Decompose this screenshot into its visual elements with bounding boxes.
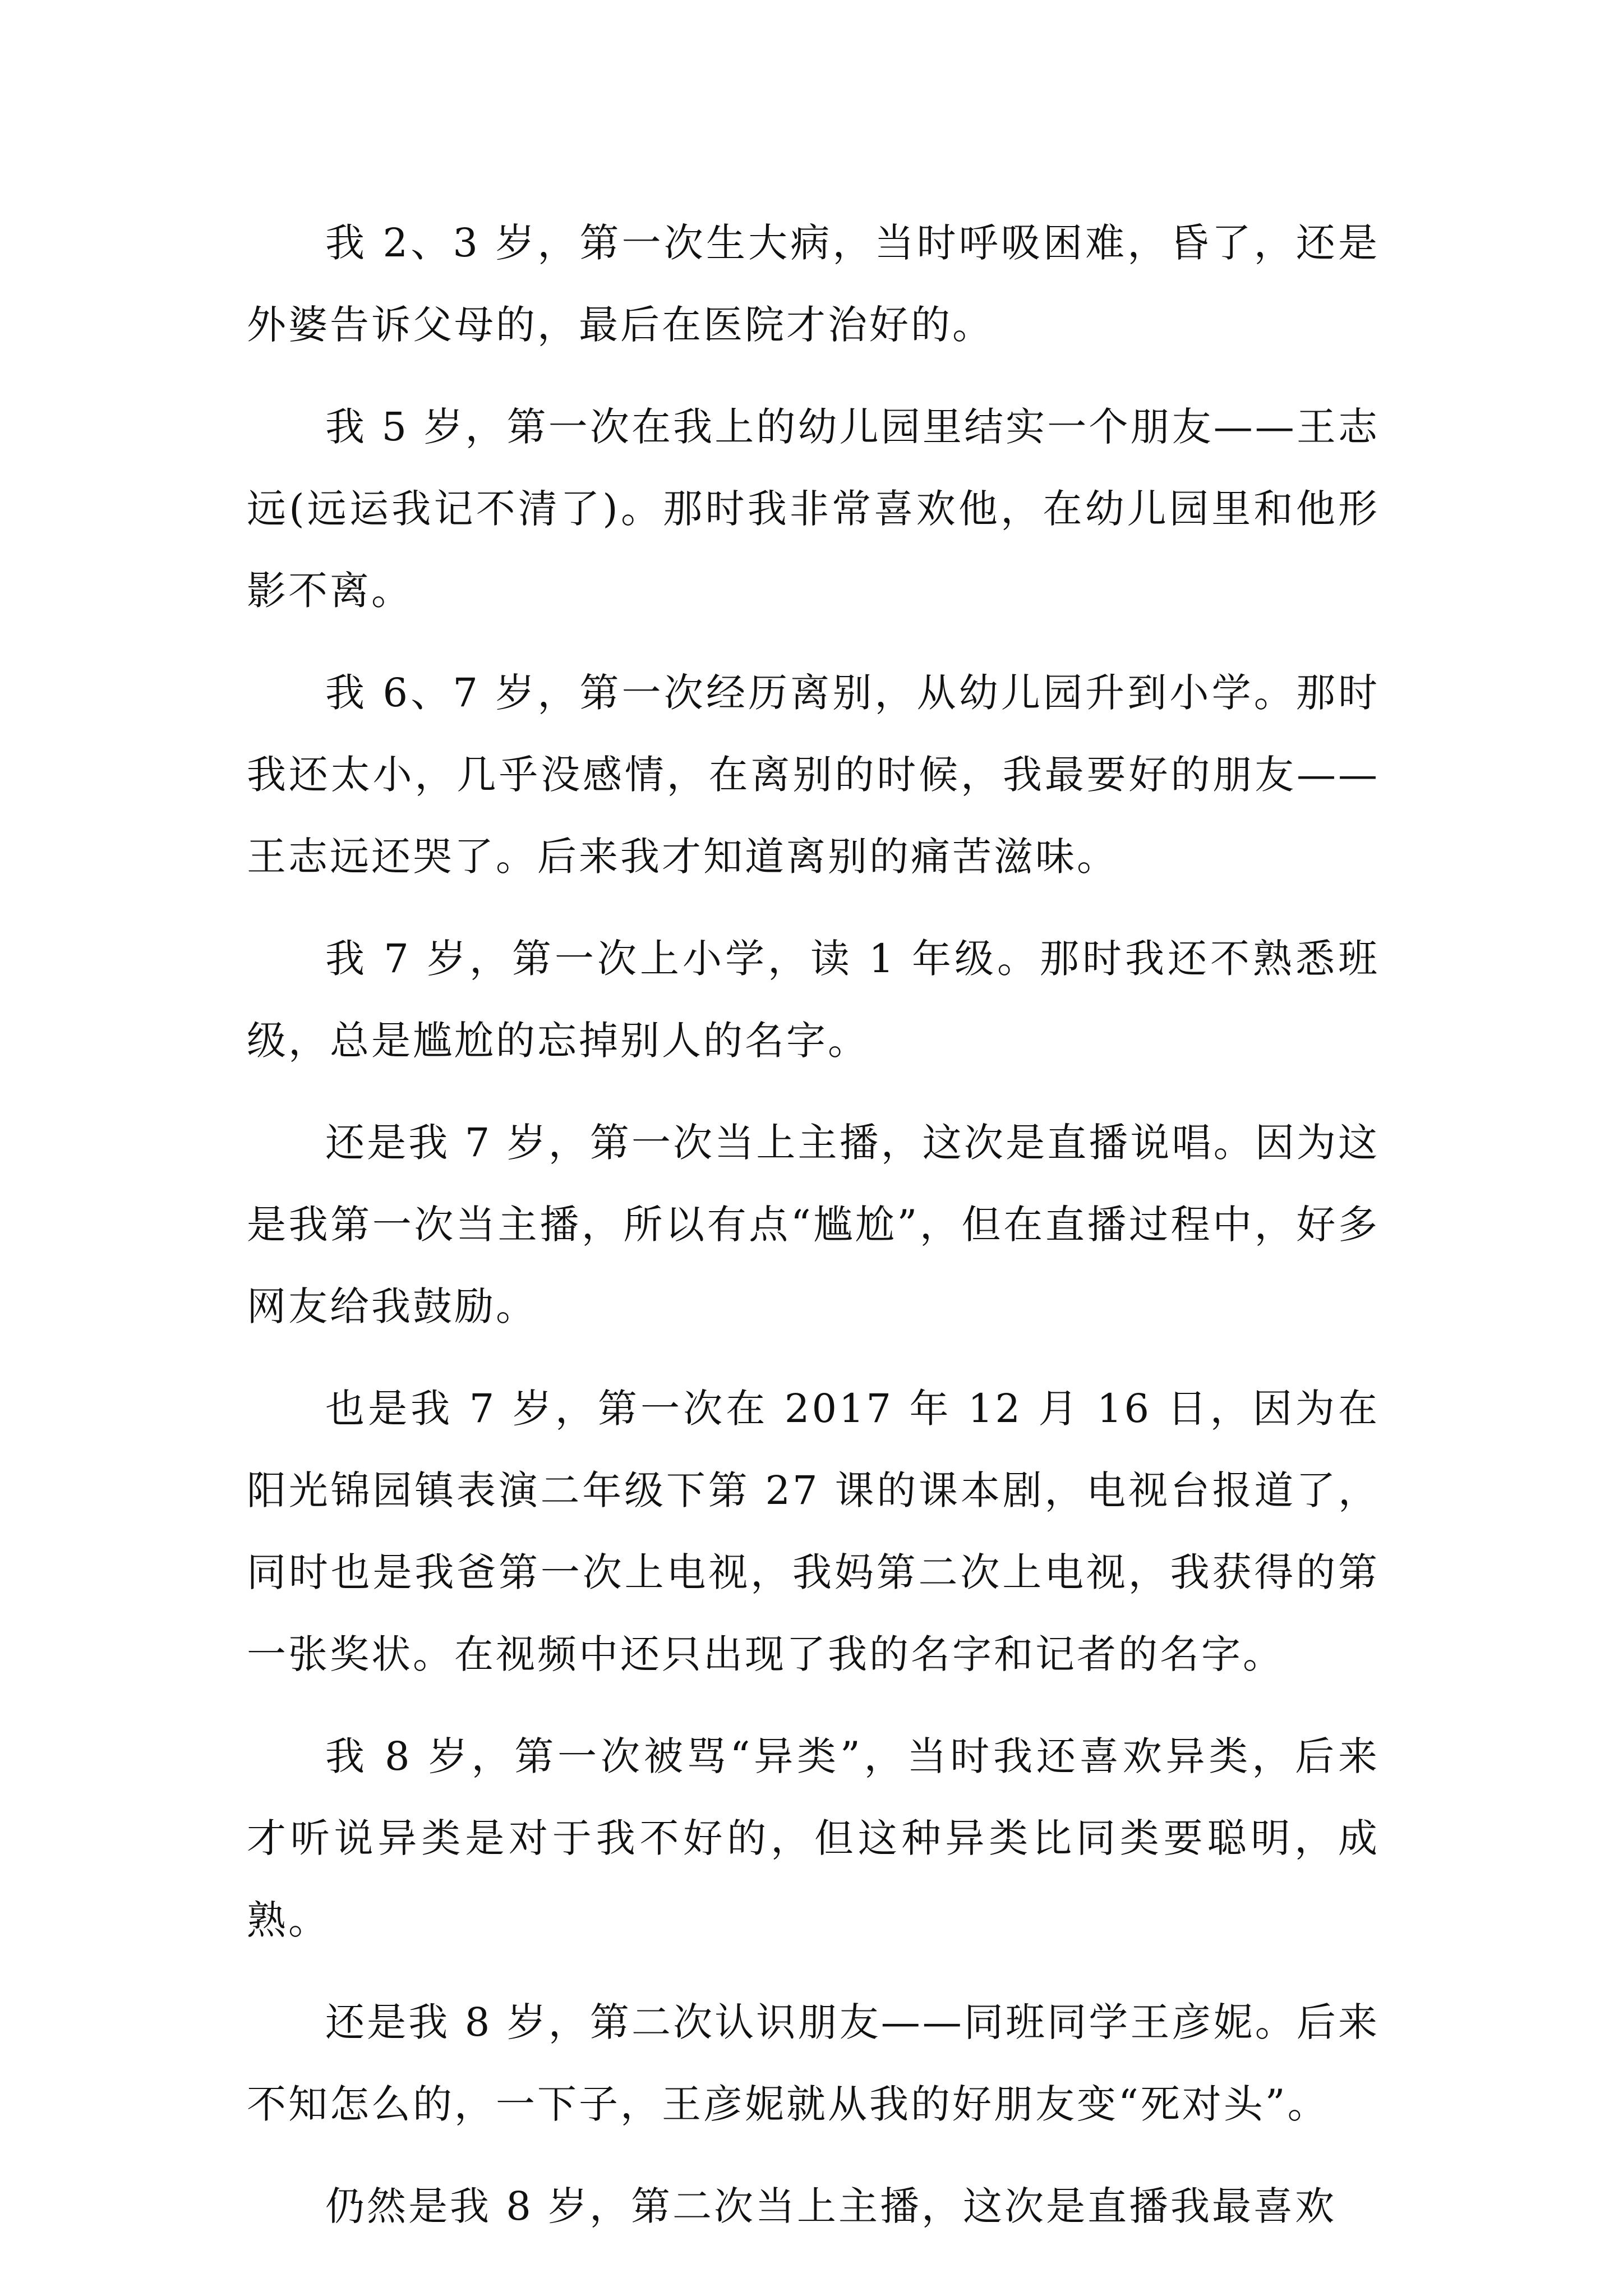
paragraph-second-livestream: 仍然是我 8 岁，第二次当上主播，这次是直播我最喜欢	[325, 2183, 1337, 2229]
paragraph-farewell: 我 6、7 岁，第一次经历离别，从幼儿园升到小学。那时我还太小，几乎没感情，在离别的时候，我最要好的朋友——王志远还哭了。后来我才知道离别的痛苦滋味。	[247, 670, 1380, 880]
paragraph-illness: 我 2、3 岁，第一次生大病，当时呼吸困难，昏了，还是外婆告诉父母的，最后在医院才治好的。	[247, 220, 1380, 348]
document-body	[247, 202, 1380, 2267]
paragraph-second-friend: 还是我 8 岁，第二次认识朋友——同班同学王彦妮。后来不知怎么的，一下子，王彦妮就从我的好朋友变“死对头”。	[247, 1999, 1380, 2127]
paragraph-outsider: 我 8 岁，第一次被骂“异类”，当时我还喜欢异类，后来才听说异类是对于我不好的，但这种异类比同类要聪明，成熟。	[247, 1733, 1380, 1943]
paragraph-first-friend: 我 5 岁，第一次在我上的幼儿园里结实一个朋友——王志远(远运我记不清了)。那时我非常喜欢他，在幼儿园里和他形影不离。	[247, 404, 1380, 614]
paragraph-first-livestream: 还是我 7 岁，第一次当上主播，这次是直播说唱。因为这是我第一次当主播，所以有点“尴尬”，但在直播过程中，好多网友给我鼓励。	[247, 1120, 1380, 1329]
paragraph-tv-report: 也是我 7 岁，第一次在 2017 年 12 月 16 日，因为在阳光锦园镇表演二年级下第 27 课的课本剧，电视台报道了，同时也是我爸第一次上电视，我妈第二次上电视，我获得的第一张奖状。在视频中还只出现了我的名字和记者的名字。	[247, 1386, 1380, 1677]
paragraph-primary-school: 我 7 岁，第一次上小学，读 1 年级。那时我还不熟悉班级，总是尴尬的忘掉别人的名字。	[247, 936, 1380, 1064]
